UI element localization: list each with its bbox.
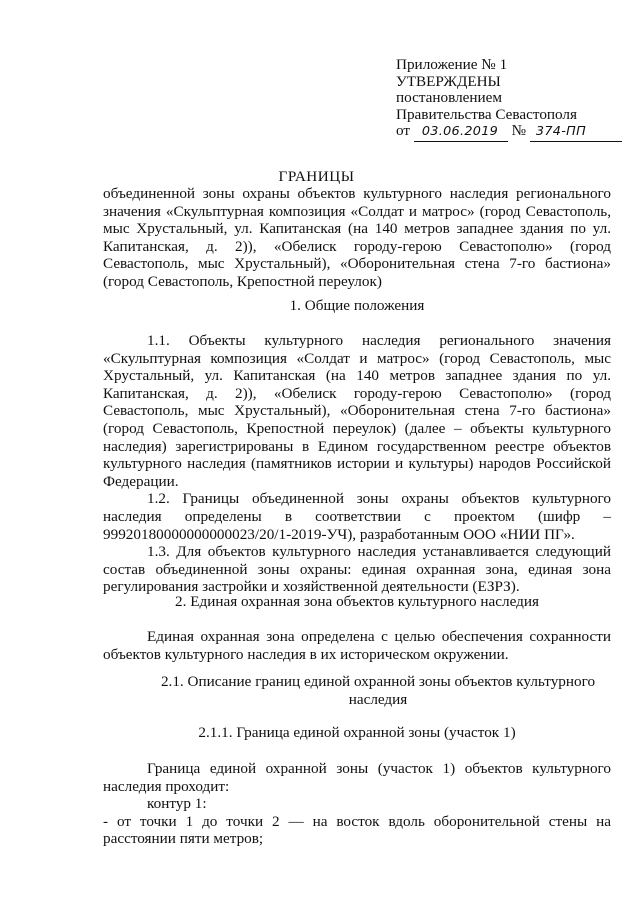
section-2-intro xyxy=(103,628,611,663)
document-subtitle: объединенной зоны охраны объектов культурного наследия регионального значения «Скульптурная композиция «Солдат и матрос» (город Севастополь, мыс Хрустальный, ул. Капитанская (на 140 метров западнее здания по ул. Капитанская, д. 2)), «Обелиск городу-герою Севастополю» (город Севастополь, мыс Хрустальный), «Оборонительная стена 7-го бастиона» (город Севастополь, Крепостной переулок) xyxy=(103,185,611,290)
handwritten-number: 374-ПП xyxy=(530,124,622,142)
approved-label: УТВЕРЖДЕНЫ xyxy=(396,72,501,90)
section-2-1-heading: 2.1. Описание границ единой охранной зоны объектов культурного наследия xyxy=(160,673,596,708)
paragraph-1-1: 1.1. Объекты культурного наследия регионального значения «Скульптурная композиция «Солдат и матрос» (город Севастополь, мыс Хрустальный, ул. Капитанская (на 140 метров западнее здания по ул. Капитанская, д. 2)), «Обелиск городу-герою Севастополю» (город Севастополь, мыс Хрустальный), «Оборонительная стена 7-го бастиона» (город Севастополь, Крепостной переулок) (далее – объекты культурного наследия) зарегистрированы в Едином государственном реестре объектов культурного наследия (памятников истории и культуры) народов Российской Федерации. xyxy=(103,332,611,490)
handwritten-date: 03.06.2019 xyxy=(414,124,508,142)
paragraph-1-2: 1.2. Границы объединенной зоны охраны объектов культурного наследия определены в соответствии с проектом (шифр – 99920180000000000023/20/1-2019-УЧ), разработанным ООО «НИИ ПГ». xyxy=(103,490,611,543)
appendix-label: Приложение № 1 xyxy=(396,56,508,73)
approval-block xyxy=(396,57,611,142)
boundary-item-1: - от точки 1 до точки 2 — на восток вдоль оборонительной стены на расстоянии пяти метров; xyxy=(103,812,611,848)
document-title: ГРАНИЦЫ xyxy=(278,168,355,185)
section-2-1-1-heading: 2.1.1. Граница единой охранной зоны (участок 1) xyxy=(198,724,516,741)
paragraph-2-intro: Единая охранная зона определена с целью обеспечения сохранности объектов культурного наследия в их историческом окружении. xyxy=(103,628,611,663)
boundary-paragraph: Граница единой охранной зоны (участок 1) объектов культурного наследия проходит: xyxy=(103,760,611,795)
paragraph-1-3: 1.3. Для объектов культурного наследия устанавливается следующий состав объединенной зоны охраны: единая охранная зона, единая зона регулирования застройки и хозяйственной деятельности (ЕЗРЗ). xyxy=(103,543,611,596)
resolution-label: постановлением xyxy=(396,89,503,107)
section-2-heading: 2. Единая охранная зона объектов культурного наследия xyxy=(175,593,539,610)
section-1-paragraphs xyxy=(103,332,611,596)
contour-label: контур 1: xyxy=(147,795,207,813)
government-label: Правительства Севастополя xyxy=(396,105,577,123)
section-1-heading: 1. Общие положения xyxy=(289,297,425,314)
date-prefix: от xyxy=(396,122,411,140)
date-number-line xyxy=(396,123,611,142)
number-prefix: № xyxy=(511,122,527,140)
section-2-1-1-body xyxy=(103,760,611,848)
